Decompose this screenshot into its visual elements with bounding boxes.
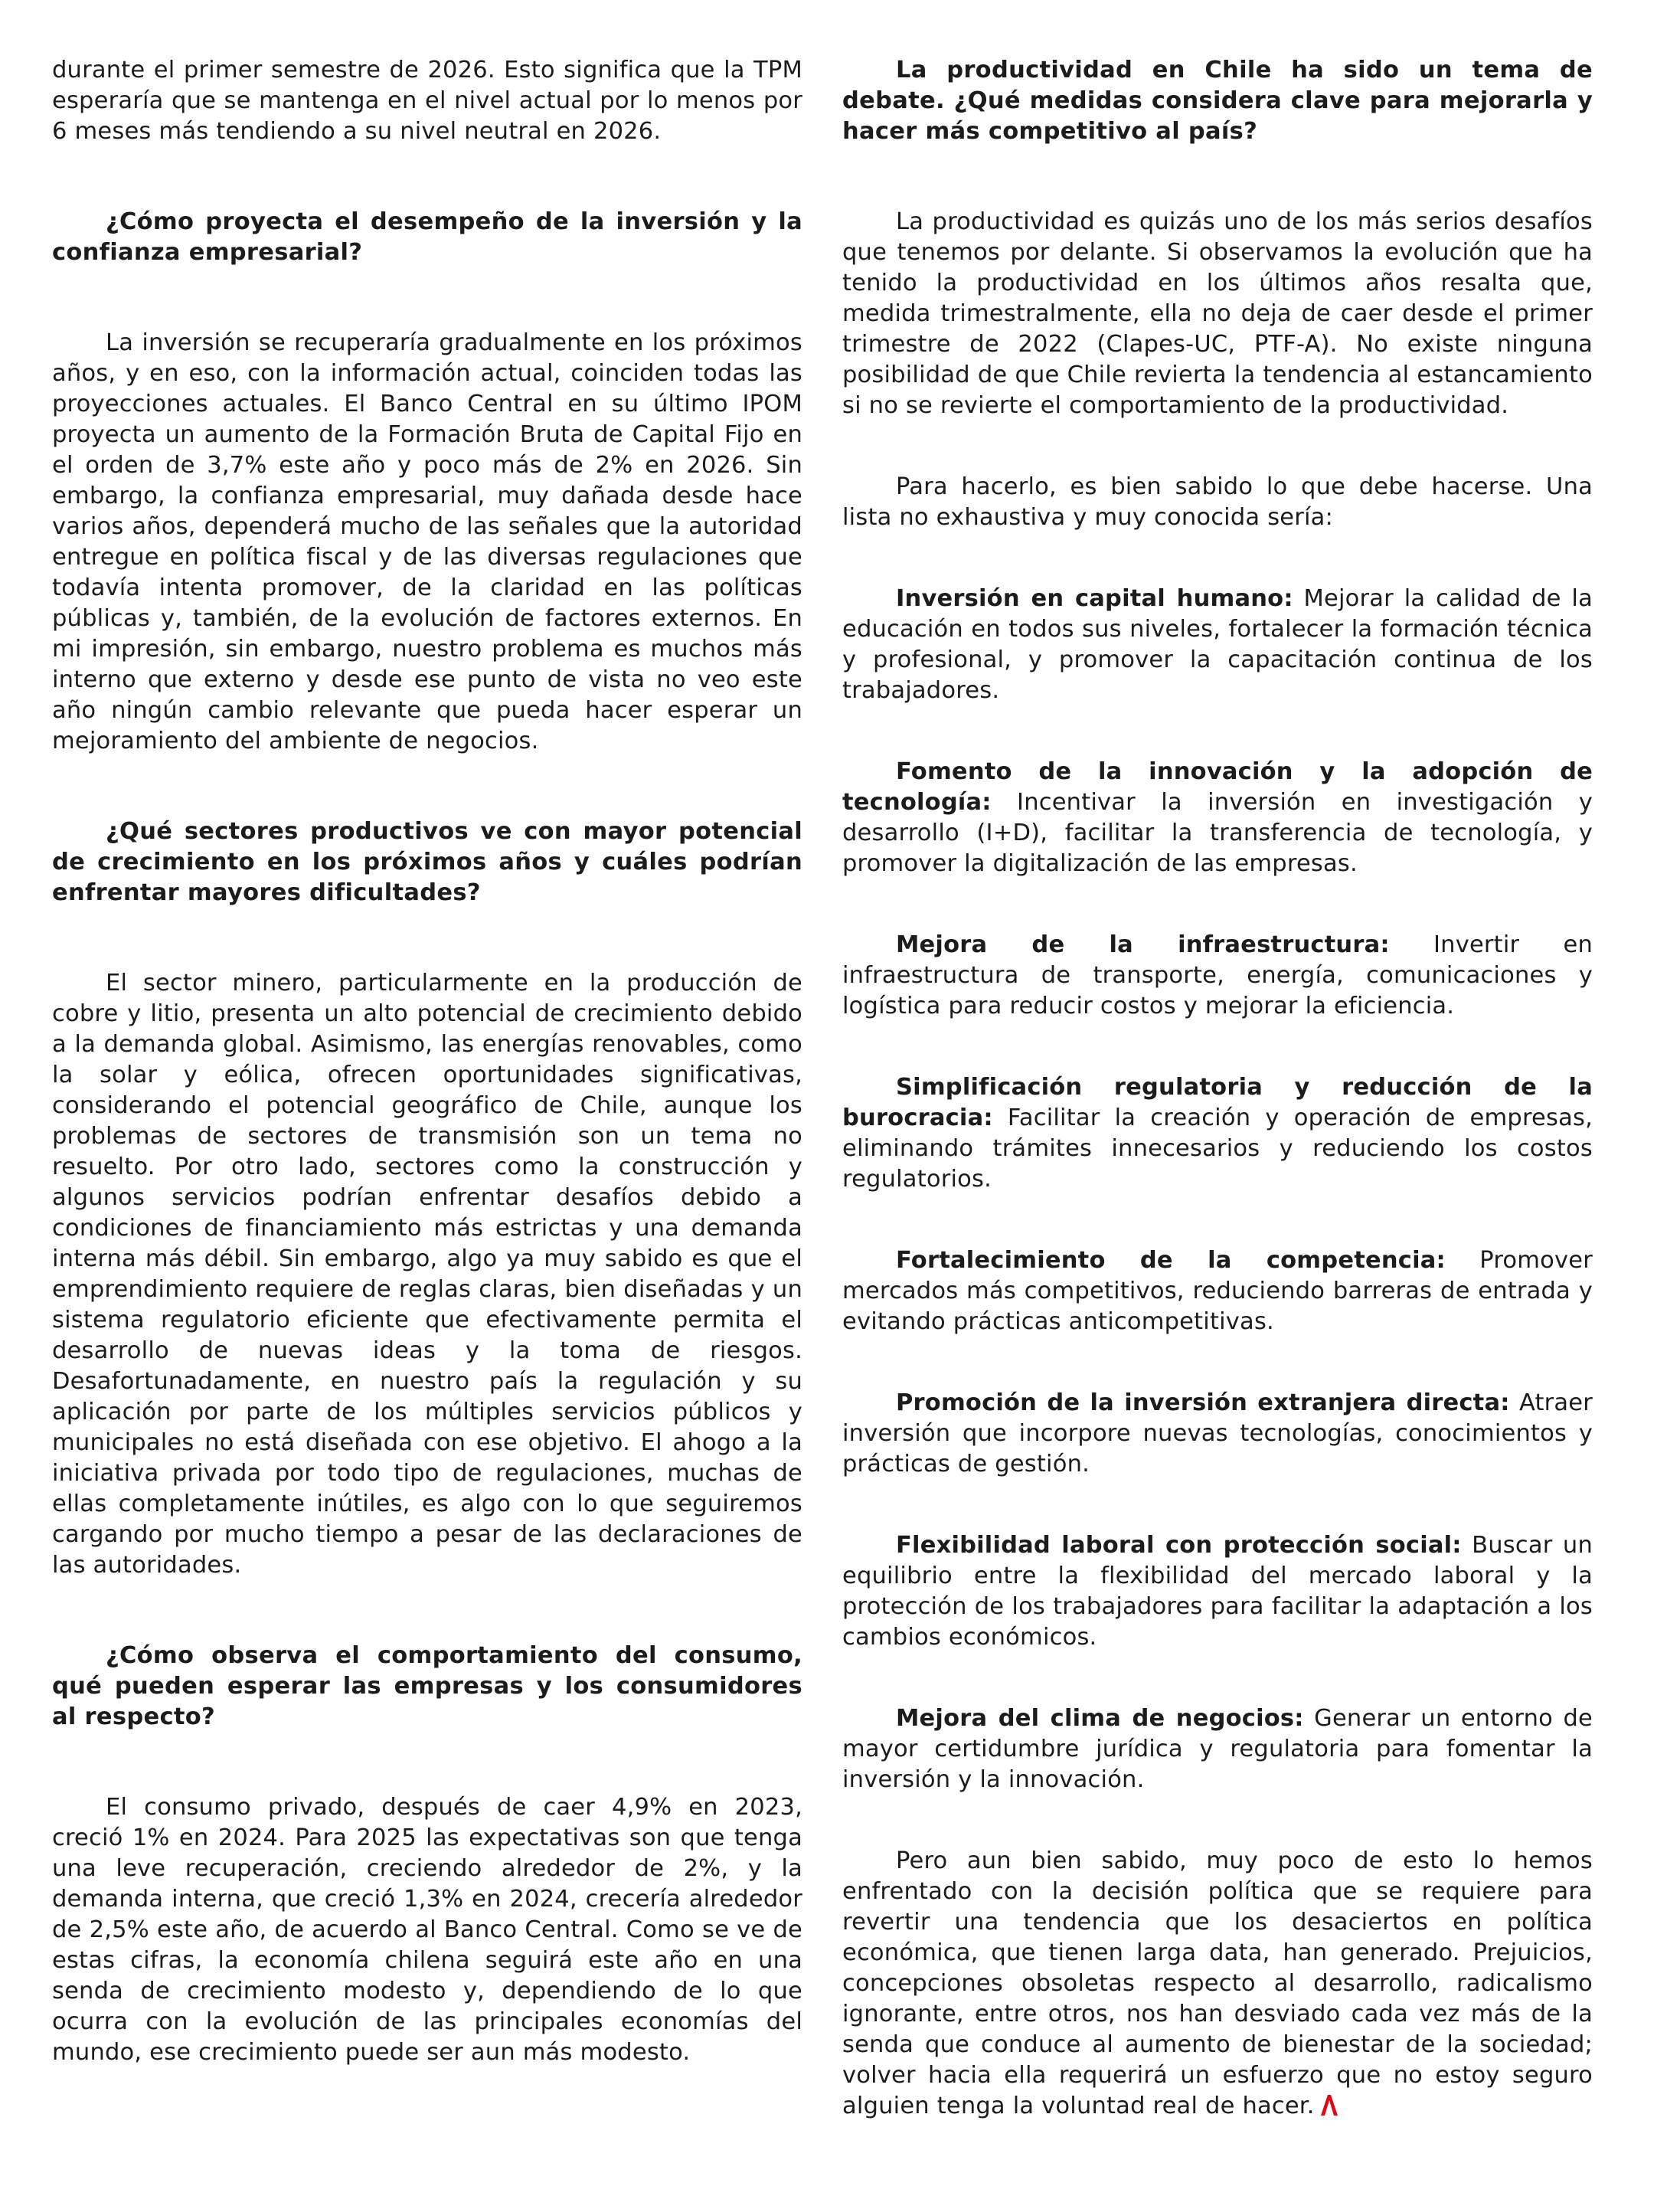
- measure-title: Flexibilidad laboral con protección social:: [896, 1532, 1462, 1559]
- closing-text: Pero aun bien sabido, muy poco de esto lo hemos enfrentado con la decisión política que se requiere para revertir una tendencia que los desaciertos en política económica, que tienen larga data, han generado. Prejuicios, concepciones obsoletas respecto al desarrollo, radicalismo ignorante, entre otros, nos han desviado cada vez más de la senda que conduce al aumento de bienestar de la sociedad; volver hacia ella requerirá un esfuerzo que no estoy seguro alguien tenga la voluntad real de hacer.: [842, 1847, 1593, 2119]
- measure-item: [842, 930, 1593, 1022]
- measure-item: [842, 1072, 1593, 1195]
- measure-title: Mejora del clima de negocios:: [896, 1705, 1304, 1732]
- measure-title: Inversión en capital humano:: [896, 585, 1293, 612]
- measure-title: Fortalecimiento de la competencia:: [896, 1247, 1446, 1274]
- question-sectors: ¿Qué sectores productivos ve con mayor potencial de crecimiento en los próximos años y cuáles podrían enfrentar mayores dificultades?: [52, 818, 802, 906]
- measure-text: Atraer inversión que incorpore nuevas tecnologías, conocimientos y prácticas de gestión.: [842, 1389, 1593, 1478]
- red-chevron-logo-icon: [1319, 2093, 1339, 2116]
- question-consumption: ¿Cómo observa el comportamiento del consumo, qué pueden esperar las empresas y los consumidores al respecto?: [52, 1642, 802, 1730]
- measure-text: Promover mercados más competitivos, reduciendo barreras de entrada y evitando prácticas anticompetitivas.: [842, 1247, 1593, 1335]
- measure-text: Mejorar la calidad de la educación en todos sus niveles, fortalecer la formación técnica y profesional, y promover la capacitación continua de los trabajadores.: [842, 585, 1593, 704]
- measure-item: [842, 584, 1593, 706]
- answer-investment: La inversión se recuperaría gradualmente en los próximos años, y en eso, con la información actual, coinciden todas las proyecciones actuales. El Banco Central en su último IPOM proyecta un aumento de la Formación Bruta de Capital Fijo en el orden de 3,7% este año y poco más de 2% en 2026. Sin embargo, la confianza empresarial, muy dañada desde hace varios años, dependerá mucho de las señales que la autoridad entregue en política fiscal y de las diversas regulaciones que todavía intenta promover, de la claridad en las políticas públicas y, también, de la evolución de factores externos. En mi impresión, sin embargo, nuestro problema es muchos más interno que externo y desde ese punto de vista no veo este año ningún cambio relevante que pueda hacer esperar un mejoramiento del ambiente de negocios.: [52, 329, 802, 754]
- paragraph-continuation: durante el primer semestre de 2026. Esto significa que la TPM esperaría que se mantenga en el nivel actual por lo menos por 6 meses más tendiendo a su nivel neutral en 2026.: [52, 57, 802, 145]
- answer-consumption: El consumo privado, después de caer 4,9% en 2023, creció 1% en 2024. Para 2025 las expectativas son que tenga una leve recuperación, creciendo alrededor de 2%, y la demanda interna, que creció 1,3% en 2024, crecería alrededor de 2,5% este año, de acuerdo al Banco Central. Como se ve de estas cifras, la economía chilena seguirá este año en una senda de crecimiento modesto y, dependiendo de lo que ocurra con la evolución de las principales economías del mundo, ese crecimiento puede ser aun más modesto.: [52, 1794, 802, 2066]
- question-productivity: La productividad en Chile ha sido un tema de debate. ¿Qué medidas considera clave para mejorarla y hacer más competitivo al país?: [842, 57, 1593, 145]
- measure-text: Generar un entorno de mayor certidumbre jurídica y regulatoria para fomentar la inversión y la innovación.: [842, 1705, 1593, 1793]
- measure-text: Facilitar la creación y operación de empresas, eliminando trámites innecesarios y reduciendo los costos regulatorios.: [842, 1104, 1593, 1193]
- measure-title: Promoción de la inversión extranjera directa:: [896, 1389, 1510, 1416]
- measure-item: [842, 1388, 1593, 1480]
- measure-title: Simplificación regulatoria y reducción de la burocracia:: [842, 1074, 1593, 1131]
- answer-productivity: La productividad es quizás uno de los más serios desafíos que tenemos por delante. Si observamos la evolución que ha tenido la productividad en los últimos años resalta que, medida trimestralmente, ella no deja de caer desde el primer trimestre de 2022 (Clapes-UC, PTF-A). No existe ninguna posibilidad de que Chile revierta la tendencia al estancamiento si no se revierte el comportamiento de la productividad.: [842, 208, 1593, 419]
- measure-item: [842, 1703, 1593, 1795]
- measure-text: Buscar un equilibrio entre la flexibilidad del mercado laboral y la protección de los trabajadores para facilitar la adaptación a los cambios económicos.: [842, 1532, 1593, 1651]
- question-investment: ¿Cómo proyecta el desempeño de la inversión y la confianza empresarial?: [52, 208, 802, 266]
- measure-title: Fomento de la innovación y la adopción de tecnología:: [842, 758, 1593, 816]
- answer-sectors: El sector minero, particularmente en la producción de cobre y litio, presenta un alto potencial de crecimiento debido a la demanda global. Asimismo, las energías renovables, como la solar y eólica, ofrecen oportunidades significativas, considerando el potencial geográfico de Chile, aunque los problemas de sectores de transmisión son un tema no resuelto. Por otro lado, sectores como la construcción y algunos servicios podrían enfrentar desafíos debido a condiciones de financiamiento más estrictas y una demanda interna más débil. Sin embargo, algo ya muy sabido es que el emprendimiento requiere de reglas claras, bien diseñadas y un sistema regulatorio eficiente que efectivamente permita el desarrollo de nuevas ideas y la toma de riesgos. Desafortunadamente, en nuestro país la regulación y su aplicación por parte de los múltiples servicios públicos y municipales no está diseñada con ese objetivo. El ahogo a la iniciativa privada por todo tipo de regulaciones, muchas de ellas completamente inútiles, es algo con lo que seguiremos cargando por mucho tiempo a pesar de las declaraciones de las autoridades.: [52, 970, 802, 1579]
- measure-text: Incentivar la inversión en investigación y desarrollo (I+D), facilitar la transferencia de tecnología, y promover la digitalización de las empresas.: [842, 789, 1593, 877]
- measure-item: [842, 1530, 1593, 1653]
- measure-title: Mejora de la infraestructura:: [896, 931, 1390, 958]
- left-column: [52, 55, 802, 2186]
- measure-item: [842, 1245, 1593, 1337]
- measures-intro: Para hacerlo, es bien sabido lo que debe hacerse. Una lista no exhaustiva y muy conocida sería:: [842, 473, 1593, 531]
- closing-paragraph: [842, 1846, 1593, 2122]
- right-column: [842, 55, 1593, 2186]
- measure-text: Invertir en infraestructura de transporte, energía, comunicaciones y logística para reducir costos y mejorar la eficiencia.: [842, 931, 1593, 1019]
- measure-item: [842, 757, 1593, 879]
